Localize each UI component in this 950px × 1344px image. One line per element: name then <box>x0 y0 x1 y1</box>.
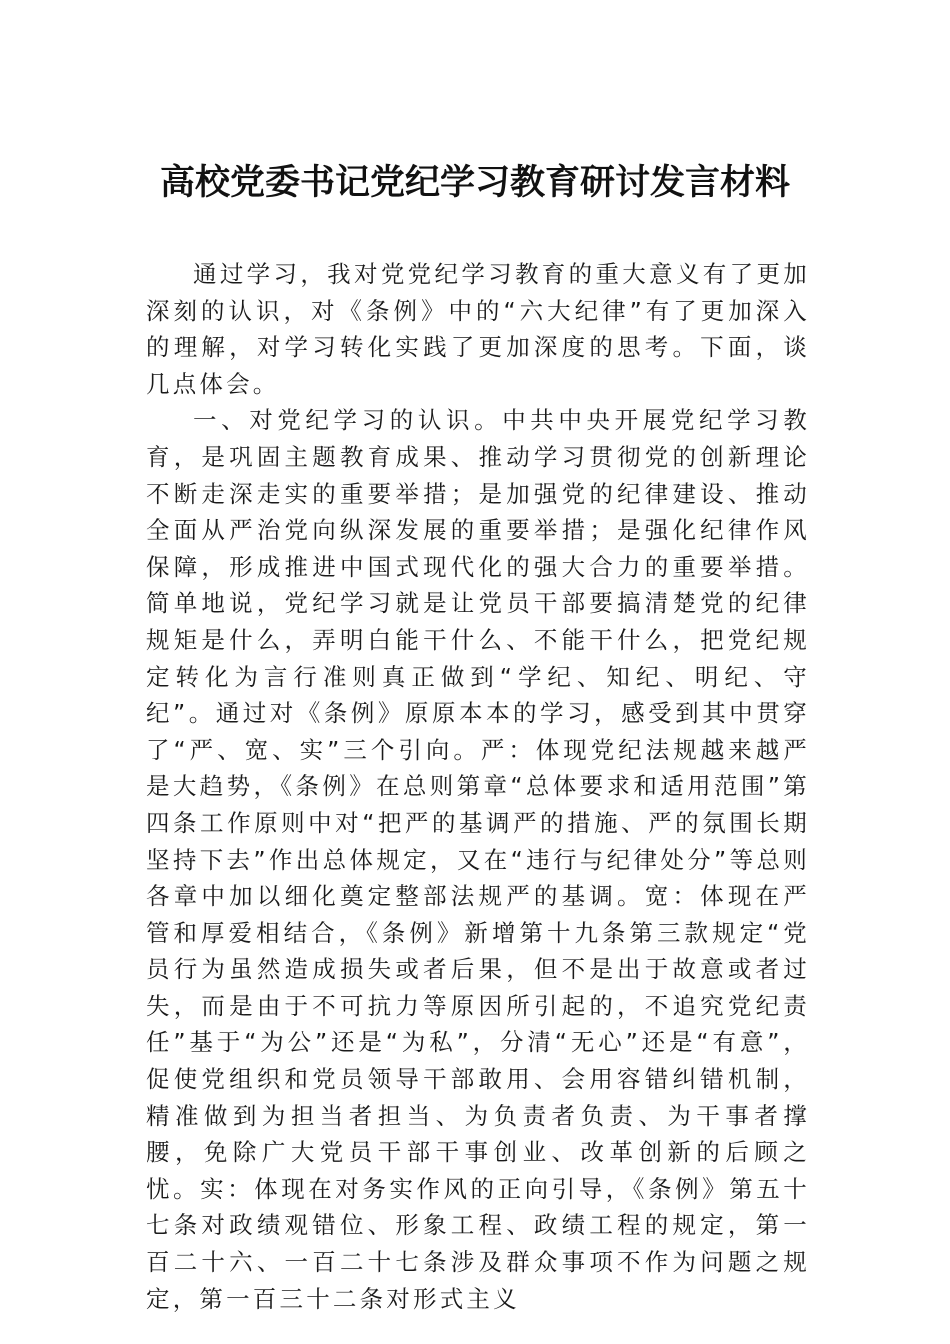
document-body <box>146 256 810 1317</box>
paragraph-intro: 通过学习，我对党党纪学习教育的重大意义有了更加深刻的认识，对《条例》中的“六大纪律”有了更加深入的理解，对学习转化实践了更加深度的思考。下面，谈几点体会。 <box>146 260 810 398</box>
paragraph-section-one: 一、对党纪学习的认识。中共中央开展党纪学习教育，是巩固主题教育成果、推动学习贯彻党的创新理论不断走深走实的重要举措；是加强党的纪律建设、推动全面从严治党向纵深发展的重要举措；是强化纪律作风保障，形成推进中国式现代化的强大合力的重要举措。简单地说，党纪学习就是让党员干部要搞清楚党的纪律规矩是什么，弄明白能干什么、不能干什么，把党纪规定转化为言行准则真正做到“学纪、知纪、明纪、守纪”。通过对《条例》原原本本的学习，感受到其中贯穿了“严、宽、实”三个引向。严：体现党纪法规越来越严是大趋势，《条例》在总则第章“总体要求和适用范围”第四条工作原则中对“把严的基调严的措施、严的氛围长期坚持下去”作出总体规定，又在“违行与纪律处分”等总则各章中加以细化奠定整部法规严的基调。宽：体现在严管和厚爱相结合，《条例》新增第十九条第三款规定“党员行为虽然造成损失或者后果，但不是出于故意或者过失，而是由于不可抗力等原因所引起的，不追究党纪责任”基于“为公”还是“为私”，分清“无心”还是“有意”，促使党组织和党员领导干部敢用、会用容错纠错机制，精准做到为担当者担当、为负责者负责、为干事者撑腰，免除广大党员干部干事创业、改革创新的后顾之忧。实：体现在对务实作风的正向引导，《条例》第五十七条对政绩观错位、形象工程、政绩工程的规定，第一百二十六、一百二十七条涉及群众事项不作为问题之规定，第一百三十二条对形式主义 <box>146 406 810 1313</box>
document-title: 高校党委书记党纪学习教育研讨发言材料 <box>159 162 790 203</box>
